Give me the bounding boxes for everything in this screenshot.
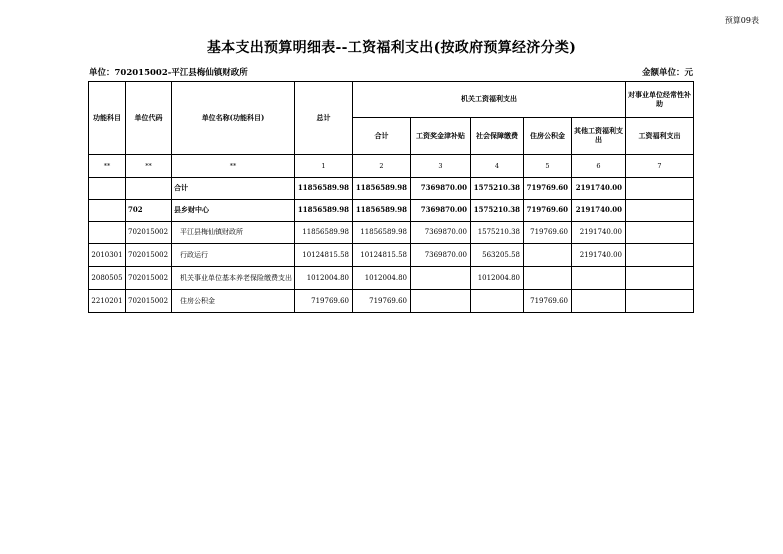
index-cell: 2 bbox=[353, 155, 411, 178]
housing-fund-cell: 719769.60 bbox=[524, 200, 572, 222]
index-cell: 6 bbox=[572, 155, 626, 178]
table-row bbox=[89, 222, 694, 244]
total-cell: 11856589.98 bbox=[295, 222, 353, 244]
index-cell: 3 bbox=[411, 155, 471, 178]
header-public-salary: 工资福利支出 bbox=[626, 118, 694, 155]
other-welfare-cell bbox=[572, 267, 626, 290]
unit-code-cell: 702015002 bbox=[126, 290, 172, 313]
unit-label: 单位：702015002-平江县梅仙镇财政所 bbox=[89, 68, 248, 78]
index-cell: ** bbox=[126, 155, 172, 178]
total-cell: 11856589.98 bbox=[295, 200, 353, 222]
table-row bbox=[89, 267, 694, 290]
salary-cell: 7369870.00 bbox=[411, 222, 471, 244]
social-security-cell bbox=[471, 290, 524, 313]
index-cell: 1 bbox=[295, 155, 353, 178]
salary-cell bbox=[411, 290, 471, 313]
salary-cell bbox=[411, 267, 471, 290]
other-welfare-cell: 2191740.00 bbox=[572, 200, 626, 222]
header-social-security: 社会保障缴费 bbox=[471, 118, 524, 155]
unit-name-cell: 住房公积金 bbox=[172, 290, 295, 313]
total-cell: 11856589.98 bbox=[295, 178, 353, 200]
index-cell: ** bbox=[89, 155, 126, 178]
index-cell: 4 bbox=[471, 155, 524, 178]
total-cell: 719769.60 bbox=[295, 290, 353, 313]
social-security-cell: 1012004.80 bbox=[471, 267, 524, 290]
total-cell: 1012004.80 bbox=[295, 267, 353, 290]
unit-name-cell: 机关事业单位基本养老保险缴费支出 bbox=[172, 267, 295, 290]
salary-cell: 7369870.00 bbox=[411, 200, 471, 222]
index-row bbox=[89, 155, 694, 178]
header-unit-code: 单位代码 bbox=[126, 82, 172, 155]
header-other-welfare: 其他工资福利支出 bbox=[572, 118, 626, 155]
func-code-cell bbox=[89, 200, 126, 222]
budget-table bbox=[88, 81, 694, 313]
unit-name-cell: 平江县梅仙镇财政所 bbox=[172, 222, 295, 244]
housing-fund-cell bbox=[524, 267, 572, 290]
total-cell: 10124815.58 bbox=[295, 244, 353, 267]
other-welfare-cell: 2191740.00 bbox=[572, 244, 626, 267]
form-number-label: 预算09表 bbox=[724, 16, 759, 25]
table-row bbox=[89, 244, 694, 267]
social-security-cell: 1575210.38 bbox=[471, 178, 524, 200]
social-security-cell: 1575210.38 bbox=[471, 222, 524, 244]
public-salary-cell bbox=[626, 200, 694, 222]
unit-code-cell: 702 bbox=[126, 200, 172, 222]
housing-fund-cell: 719769.60 bbox=[524, 178, 572, 200]
index-cell: ** bbox=[172, 155, 295, 178]
unit-code-cell: 702015002 bbox=[126, 267, 172, 290]
other-welfare-cell: 2191740.00 bbox=[572, 222, 626, 244]
subtotal-cell: 11856589.98 bbox=[353, 178, 411, 200]
table-row bbox=[89, 200, 694, 222]
table-row bbox=[89, 178, 694, 200]
func-code-cell bbox=[89, 178, 126, 200]
public-salary-cell bbox=[626, 222, 694, 244]
header-unit-name: 单位名称(功能科目) bbox=[172, 82, 295, 155]
func-code-cell bbox=[89, 222, 126, 244]
header-public-subsidy-group: 对事业单位经常性补助 bbox=[626, 82, 694, 118]
header-salary: 工资奖金津补贴 bbox=[411, 118, 471, 155]
subtotal-cell: 1012004.80 bbox=[353, 267, 411, 290]
other-welfare-cell: 2191740.00 bbox=[572, 178, 626, 200]
table-row bbox=[89, 290, 694, 313]
public-salary-cell bbox=[626, 290, 694, 313]
func-code-cell: 2210201 bbox=[89, 290, 126, 313]
header-housing-fund: 住房公积金 bbox=[524, 118, 572, 155]
index-cell: 5 bbox=[524, 155, 572, 178]
subtotal-cell: 11856589.98 bbox=[353, 200, 411, 222]
func-code-cell: 2080505 bbox=[89, 267, 126, 290]
housing-fund-cell: 719769.60 bbox=[524, 290, 572, 313]
header-subtotal: 合计 bbox=[353, 118, 411, 155]
unit-code-cell: 702015002 bbox=[126, 222, 172, 244]
housing-fund-cell bbox=[524, 244, 572, 267]
unit-code-cell bbox=[126, 178, 172, 200]
social-security-cell: 563205.58 bbox=[471, 244, 524, 267]
header-func-code: 功能科目 bbox=[89, 82, 126, 155]
unit-name-cell: 行政运行 bbox=[172, 244, 295, 267]
func-code-cell: 2010301 bbox=[89, 244, 126, 267]
salary-cell: 7369870.00 bbox=[411, 178, 471, 200]
social-security-cell: 1575210.38 bbox=[471, 200, 524, 222]
public-salary-cell bbox=[626, 267, 694, 290]
public-salary-cell bbox=[626, 244, 694, 267]
public-salary-cell bbox=[626, 178, 694, 200]
unit-name-cell: 合计 bbox=[172, 178, 295, 200]
page-title: 基本支出预算明细表--工资福利支出(按政府预算经济分类) bbox=[206, 40, 577, 56]
salary-cell: 7369870.00 bbox=[411, 244, 471, 267]
subtotal-cell: 11856589.98 bbox=[353, 222, 411, 244]
other-welfare-cell bbox=[572, 290, 626, 313]
index-cell: 7 bbox=[626, 155, 694, 178]
unit-code-cell: 702015002 bbox=[126, 244, 172, 267]
unit-name-cell: 县乡财中心 bbox=[172, 200, 295, 222]
subtotal-cell: 719769.60 bbox=[353, 290, 411, 313]
amount-unit-label: 金额单位：元 bbox=[641, 68, 693, 78]
housing-fund-cell: 719769.60 bbox=[524, 222, 572, 244]
header-org-welfare-group: 机关工资福利支出 bbox=[353, 82, 626, 118]
subtotal-cell: 10124815.58 bbox=[353, 244, 411, 267]
header-total: 总计 bbox=[295, 82, 353, 155]
